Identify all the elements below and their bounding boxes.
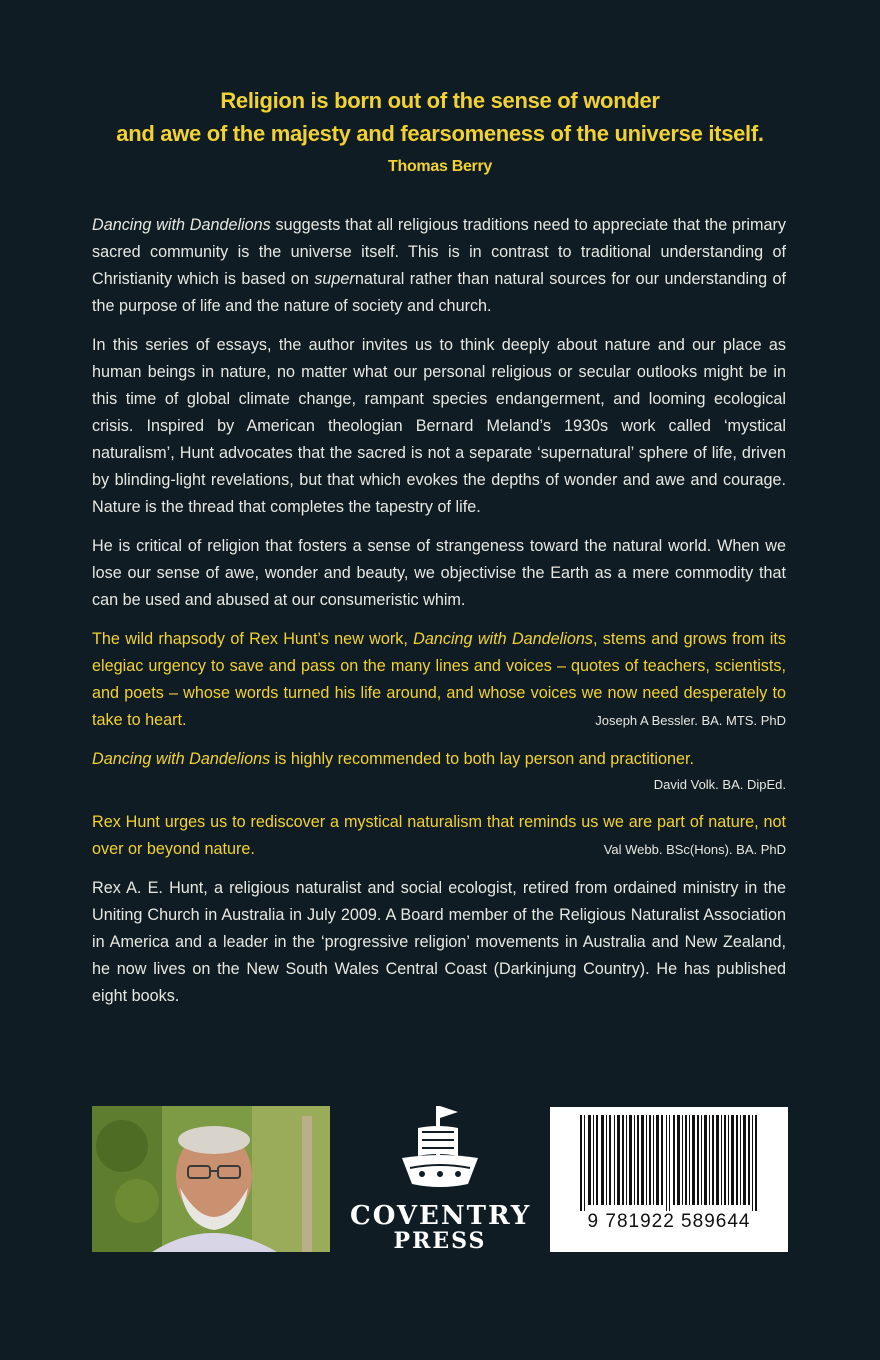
publisher-name: COVENTRY — [350, 1201, 532, 1231]
blurb-paragraph-3: He is critical of religion that fosters a sense of strangeness toward the natural world. When we lose our sense of awe, wonder and beauty, we objectivise the Earth as a mere commodity that can be used and abused at our consumeristic whim. — [92, 537, 786, 609]
author-bio: Rex A. E. Hunt, a religious naturalist and social ecologist, retired from ordained ministry in the Uniting Church in Australia in July 2009. A Board member of the Religious Naturalist Association in America and a leader in the ‘progressive religion’ movements in Australia and New Zealand, he now lives on the New South Wales Central Coast (Darkinjung Country). He has published eight books. — [92, 879, 786, 1005]
blurb-body — [92, 212, 786, 1022]
review-volk: Dancing with Dandelions is highly recommended to both lay person and practitioner. David Volk. BA. DipEd. — [92, 746, 786, 797]
reviewer-bessler: Joseph A Bessler. BA. MTS. PhD — [595, 713, 786, 728]
blurb-paragraph-1: Dancing with Dandelions suggests that all religious traditions need to appreciate that the primary sacred community is the universe itself. This is in contrast to traditional understanding of Christianity which is based on supernatural rather than natural sources for our understanding of the purpose of life and the nature of society and church. — [92, 216, 786, 315]
isbn-digits: 9 781922 589644 — [587, 1211, 751, 1232]
publisher-logo — [350, 1100, 530, 1260]
review-webb: Rex Hunt urges us to rediscover a mystical naturalism that reminds us we are part of nature, not over or beyond nature. Val Webb. BSc(Hons). BA. PhD — [92, 809, 786, 863]
reviewer-volk: David Volk. BA. DipEd. — [653, 777, 786, 792]
author-photo — [92, 1106, 330, 1252]
epigraph — [0, 84, 880, 180]
blurb-paragraph-2: In this series of essays, the author invites us to think deeply about nature and our place as human beings in nature, no matter what our personal religious or secular outlooks might be in this time of global climate change, rampant species endangerment, and looming ecological crisis. Inspired by American theologian Bernard Meland’s 1930s work called ‘mystical naturalism’, Hunt advocates that the sacred is not a separate ‘supernatural’ sphere of life, driven by blinding-light revelations, but that which evokes the depths of wonder and awe and courage. Nature is the thread that completes the tapestry of life. — [92, 336, 786, 516]
epigraph-author: Thomas Berry — [388, 158, 492, 175]
epigraph-line-2: and awe of the majesty and fearsomeness of the universe itself. — [116, 121, 764, 146]
reviewer-webb: Val Webb. BSc(Hons). BA. PhD — [603, 842, 786, 857]
ship-icon — [350, 1100, 530, 1200]
book-title: Dancing with Dandelions — [92, 216, 271, 234]
epigraph-line-1: Religion is born out of the sense of wonder — [220, 88, 660, 113]
barcode-bars — [550, 1107, 788, 1217]
isbn-barcode — [550, 1107, 788, 1252]
publisher-name-2: PRESS — [393, 1228, 487, 1254]
review-bessler: The wild rhapsody of Rex Hunt’s new work, Dancing with Dandelions, stems and grows from its elegiac urgency to save and pass on the many lines and voices – quotes of teachers, scientists, and poets – whose words turned his life around, and whose voices we now need desperately to take to heart. Joseph A Bessler. BA. MTS. PhD — [92, 626, 786, 734]
